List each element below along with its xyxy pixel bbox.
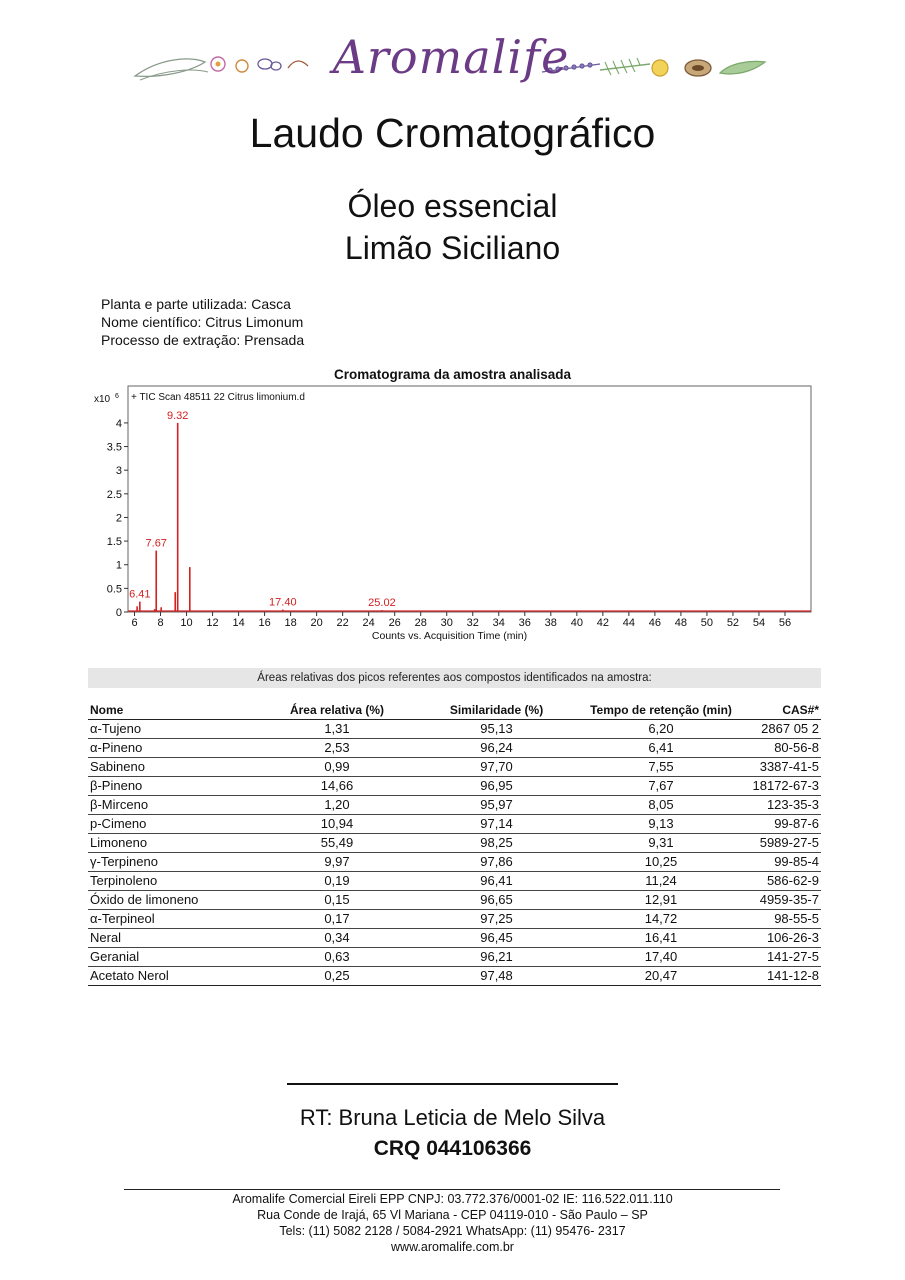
table-header-row [88, 700, 821, 720]
x-tick-label: 42 [596, 617, 609, 629]
x-tick-label: 48 [674, 617, 688, 629]
x-tick-label: 14 [232, 617, 245, 629]
table-row [88, 948, 821, 967]
peak-label: 17.40 [269, 596, 297, 609]
plot-frame [128, 386, 811, 612]
x-tick-label: 54 [752, 617, 766, 629]
cell-retention-time: 9,13 [577, 815, 746, 834]
cell-relative-area: 0,25 [258, 967, 417, 986]
cell-relative-area: 0,99 [258, 758, 417, 777]
cell-similarity: 96,24 [416, 739, 576, 758]
cell-cas: 3387-41-5 [745, 758, 821, 777]
x-tick-label: 10 [180, 617, 193, 629]
table-row [88, 758, 821, 777]
cell-retention-time: 11,24 [577, 872, 746, 891]
cell-cas: 586-62-9 [745, 872, 821, 891]
info-scientific-name: Nome científico: Citrus Limonum [101, 314, 304, 330]
x-tick-label: 8 [157, 617, 164, 629]
x-tick-label: 6 [131, 617, 138, 629]
cell-name: γ-Terpineno [88, 853, 258, 872]
footer-company: Aromalife Comercial Eireli EPP CNPJ: 03.772.376/0001-02 IE: 116.522.011.110 [232, 1192, 673, 1206]
y-tick-label: 0 [115, 607, 122, 619]
y-tick-label: 3 [115, 465, 122, 478]
cell-retention-time: 16,41 [577, 929, 746, 948]
x-tick-label: 32 [466, 617, 479, 629]
cell-name: Limoneno [88, 834, 258, 853]
table-row [88, 891, 821, 910]
cell-cas: 5989-27-5 [745, 834, 821, 853]
header-similarity: Similaridade (%) [416, 700, 576, 720]
x-tick-label: 28 [414, 617, 427, 629]
info-plant-part: Planta e parte utilizada: Casca [101, 296, 291, 312]
table-row [88, 777, 821, 796]
cell-relative-area: 0,17 [258, 910, 417, 929]
table-row [88, 815, 821, 834]
cell-retention-time: 6,41 [577, 739, 746, 758]
cell-similarity: 97,14 [416, 815, 576, 834]
info-extraction: Processo de extração: Prensada [101, 332, 305, 348]
cell-similarity: 96,21 [416, 948, 576, 967]
crq-number: CRQ 044106366 [373, 1137, 532, 1160]
cell-name: Sabineno [88, 758, 258, 777]
cell-cas: 106-26-3 [745, 929, 821, 948]
cell-name: Neral [88, 929, 258, 948]
x-axis-label: Counts vs. Acquisition Time (min) [371, 630, 528, 642]
cell-retention-time: 17,40 [577, 948, 746, 967]
footer-address: Rua Conde de Irajá, 65 Vl Mariana - CEP 04119-010 - São Paulo – SP [257, 1208, 648, 1222]
x-tick-label: 20 [310, 617, 323, 629]
table-row [88, 720, 821, 739]
table-row [88, 929, 821, 948]
table-caption: Áreas relativas dos picos referentes aos compostos identificados na amostra: [88, 668, 821, 688]
cell-relative-area: 1,20 [258, 796, 417, 815]
footer-divider [124, 1189, 780, 1190]
cell-name: α-Pineno [88, 739, 258, 758]
cell-name: Geranial [88, 948, 258, 967]
cell-name: Terpinoleno [88, 872, 258, 891]
cell-relative-area: 9,97 [258, 853, 417, 872]
cell-relative-area: 10,94 [258, 815, 417, 834]
cell-retention-time: 20,47 [577, 967, 746, 986]
cell-name: β-Mirceno [88, 796, 258, 815]
cell-cas: 98-55-5 [745, 910, 821, 929]
compounds-table [88, 700, 821, 986]
x-tick-label: 56 [778, 617, 792, 629]
y-tick-label: 1.5 [106, 536, 122, 549]
cell-name: α-Tujeno [88, 720, 258, 739]
x-tick-label: 38 [544, 617, 557, 629]
cell-similarity: 97,25 [416, 910, 576, 929]
y-exponent-label: 6 [115, 393, 119, 400]
x-tick-label: 22 [336, 617, 349, 629]
cell-retention-time: 10,25 [577, 853, 746, 872]
cell-relative-area: 0,63 [258, 948, 417, 967]
cell-retention-time: 6,20 [577, 720, 746, 739]
cell-similarity: 95,97 [416, 796, 576, 815]
peak-label: 9.32 [166, 409, 189, 422]
table-row [88, 796, 821, 815]
header-relative-area: Área relativa (%) [258, 700, 417, 720]
x-tick-label: 30 [440, 617, 453, 629]
x-tick-label: 40 [570, 617, 583, 629]
cell-retention-time: 8,05 [577, 796, 746, 815]
y-tick-label: 3.5 [106, 441, 122, 454]
cell-name: p-Cimeno [88, 815, 258, 834]
brand-logo [130, 28, 775, 98]
cell-retention-time: 7,67 [577, 777, 746, 796]
cell-cas: 2867 05 2 [745, 720, 821, 739]
header-cas: CAS#* [745, 700, 821, 720]
cell-similarity: 98,25 [416, 834, 576, 853]
cell-cas: 123-35-3 [745, 796, 821, 815]
cell-relative-area: 0,19 [258, 872, 417, 891]
product-type: Óleo essencial [347, 188, 558, 224]
brand-logo-text: Aromalife [332, 30, 570, 84]
cell-similarity: 96,45 [416, 929, 576, 948]
header-retention-time: Tempo de retenção (min) [577, 700, 746, 720]
cell-cas: 141-12-8 [745, 967, 821, 986]
table-row [88, 910, 821, 929]
y-tick-label: 2 [115, 512, 122, 525]
cell-similarity: 97,70 [416, 758, 576, 777]
header-name: Nome [88, 700, 258, 720]
cell-similarity: 96,41 [416, 872, 576, 891]
cell-name: Óxido de limoneno [88, 891, 258, 910]
product-name: Limão Siciliano [344, 230, 561, 266]
cell-cas: 141-27-5 [745, 948, 821, 967]
cell-relative-area: 0,15 [258, 891, 417, 910]
chart-title: Cromatograma da amostra analisada [333, 367, 572, 382]
cell-name: Acetato Nerol [88, 967, 258, 986]
cell-similarity: 96,65 [416, 891, 576, 910]
cell-retention-time: 12,91 [577, 891, 746, 910]
cell-similarity: 95,13 [416, 720, 576, 739]
table-row [88, 967, 821, 986]
responsible-technician: RT: Bruna Leticia de Melo Silva [299, 1105, 606, 1130]
cell-cas: 99-85-4 [745, 853, 821, 872]
cell-similarity: 97,86 [416, 853, 576, 872]
trace-label: + TIC Scan 48511 22 Citrus limonium.d [131, 392, 305, 403]
footer-website: www.aromalife.com.br [391, 1240, 514, 1254]
x-tick-label: 18 [284, 617, 297, 629]
cell-retention-time: 9,31 [577, 834, 746, 853]
cell-relative-area: 0,34 [258, 929, 417, 948]
cell-cas: 18172-67-3 [745, 777, 821, 796]
table-row [88, 834, 821, 853]
peak-label: 25.02 [368, 597, 396, 610]
cell-retention-time: 14,72 [577, 910, 746, 929]
x-tick-label: 52 [726, 617, 740, 629]
x-tick-label: 12 [206, 617, 219, 629]
y-tick-label: 4 [115, 417, 122, 430]
cell-relative-area: 14,66 [258, 777, 417, 796]
x-tick-label: 16 [258, 617, 271, 629]
signature-line [287, 1083, 618, 1085]
y-tick-label: 0.5 [106, 583, 122, 596]
chromatogram-chart [80, 380, 825, 650]
cell-relative-area: 1,31 [258, 720, 417, 739]
table-row [88, 872, 821, 891]
cell-similarity: 97,48 [416, 967, 576, 986]
peak-label: 6.41 [129, 588, 151, 601]
page-title: Laudo Cromatográfico [249, 110, 656, 156]
x-tick-label: 36 [518, 617, 531, 629]
x-tick-label: 50 [700, 617, 714, 629]
x-tick-label: 34 [492, 617, 505, 629]
x-tick-label: 26 [388, 617, 401, 629]
footer-phones: Tels: (11) 5082 2128 / 5084-2921 WhatsApp: (11) 95476- 2317 [279, 1224, 626, 1238]
x-tick-label: 46 [648, 617, 662, 629]
y-multiplier-label: x10 [94, 394, 111, 405]
table-row [88, 853, 821, 872]
cell-cas: 99-87-6 [745, 815, 821, 834]
cell-relative-area: 2,53 [258, 739, 417, 758]
y-tick-label: 2.5 [106, 488, 122, 501]
cell-name: α-Terpineol [88, 910, 258, 929]
cell-relative-area: 55,49 [258, 834, 417, 853]
x-tick-label: 24 [362, 617, 375, 629]
table-row [88, 739, 821, 758]
cell-name: β-Pineno [88, 777, 258, 796]
cell-cas: 4959-35-7 [745, 891, 821, 910]
cell-similarity: 96,95 [416, 777, 576, 796]
peak-label: 7.67 [145, 537, 167, 550]
x-tick-label: 44 [622, 617, 635, 629]
y-tick-label: 1 [115, 559, 122, 572]
cell-cas: 80-56-8 [745, 739, 821, 758]
cell-retention-time: 7,55 [577, 758, 746, 777]
